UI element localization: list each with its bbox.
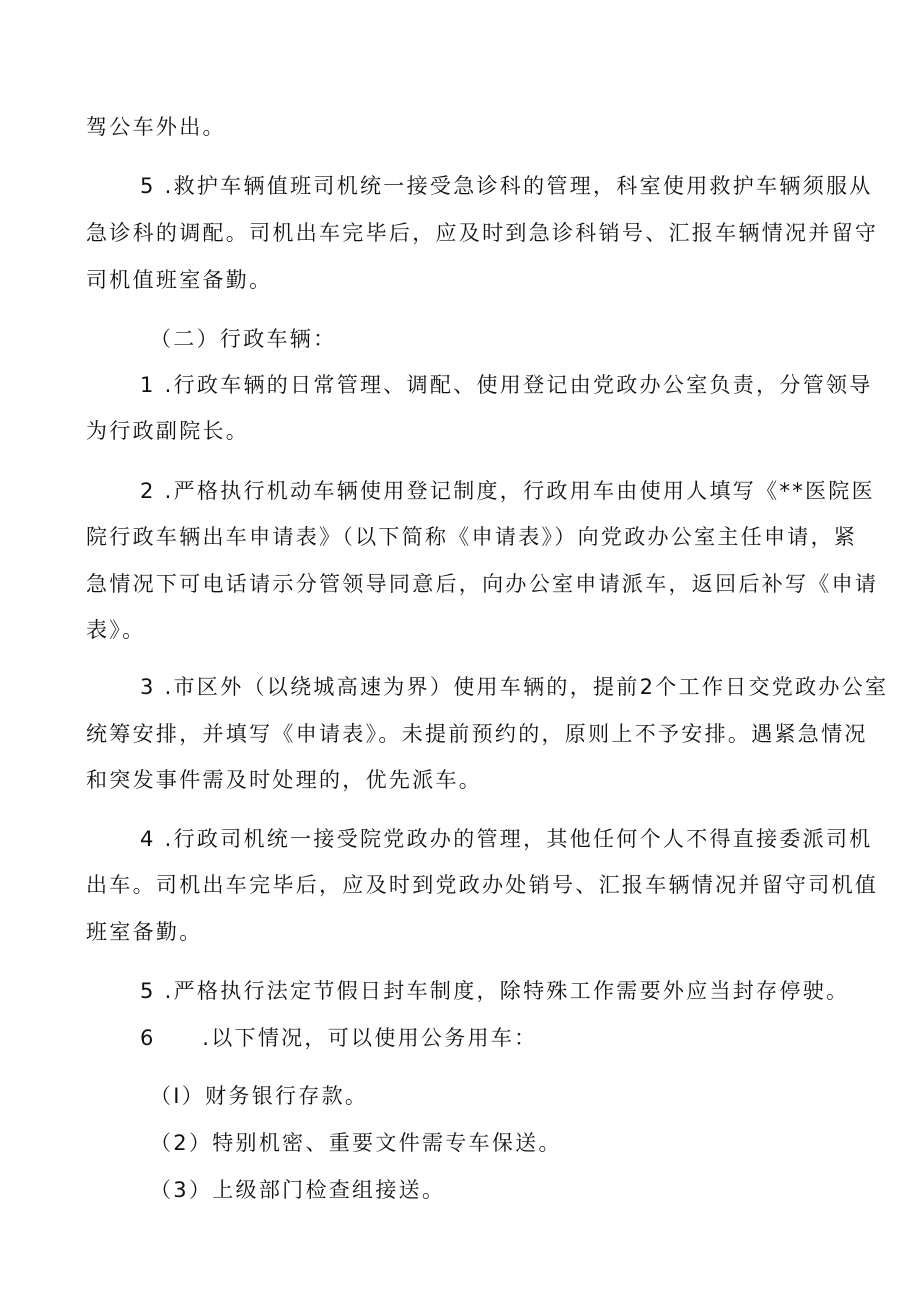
text-line: 表》。 xyxy=(86,618,146,642)
text-line: 6 .以下情况，可以使用公务用车： xyxy=(140,1026,538,1050)
text-line: 统筹安排，并填写《申请表》。未提前预约的，原则上不予安排。遇紧急情况 xyxy=(86,722,868,746)
text-line: 班室备勤。 xyxy=(86,920,203,944)
text-line: 为行政副院长。 xyxy=(86,419,250,443)
text-line: 司机值班室备勤。 xyxy=(86,268,273,292)
text-line: 3 .市区外（以绕城高速为界）使用车辆的，提前2个工作日交党政办公室 xyxy=(140,675,889,699)
section-heading: （二）行政车辆： xyxy=(150,327,337,351)
text-line: 1 .行政车辆的日常管理、调配、使用登记由党政办公室负责，分管领导 xyxy=(140,373,873,397)
text-line: 2 .严格执行机动车辆使用登记制度，行政用车由使用人填写《**医院医 xyxy=(140,479,875,503)
list-item: （3）上级部门检查组接送。 xyxy=(150,1178,446,1202)
text-line: 出车。司机出车完毕后，应及时到党政办处销号、汇报车辆情况并留守司机值 xyxy=(86,873,879,897)
text-line: 驾公车外出。 xyxy=(86,115,226,139)
text-line: 5 .救护车辆值班司机统一接受急诊科的管理，科室使用救护车辆须服从 xyxy=(140,174,873,198)
text-line: 急情况下可电话请示分管领导同意后，向办公室申请派车，返回后补写《申请 xyxy=(86,572,879,596)
list-item: （I）财务银行存款。 xyxy=(150,1084,369,1108)
list-item: （2）特别机密、重要文件需专车保送。 xyxy=(150,1131,562,1155)
text-line: 急诊科的调配。司机出车完毕后，应及时到急诊科销号、汇报车辆情况并留守 xyxy=(86,221,879,245)
text-line: 院行政车辆出车申请表》（以下简称《申请表》）向党政办公室主任申请，紧 xyxy=(86,525,858,549)
text-line: 4 .行政司机统一接受院党政办的管理，其他任何个人不得直接委派司机 xyxy=(140,827,873,851)
text-line: 和突发事件需及时处理的，优先派车。 xyxy=(86,768,483,792)
text-line: 5 .严格执行法定节假日封车制度，除特殊工作需要外应当封存停驶。 xyxy=(140,979,850,1003)
